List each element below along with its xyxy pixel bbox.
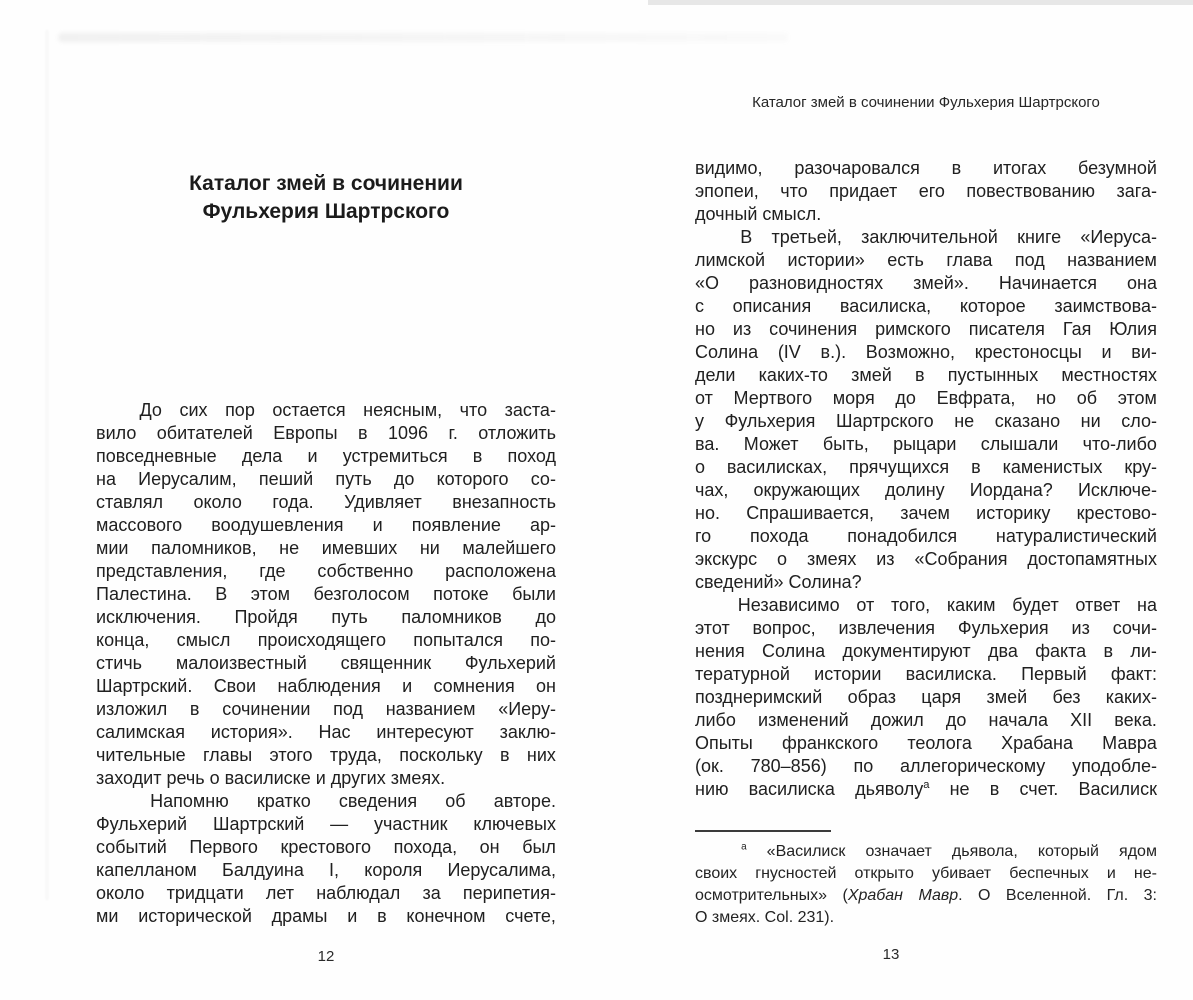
text-line: лимской истории» есть глава под названием [695,250,1157,270]
text-line: от Мертвого моря до Евфрата, но об этом [695,388,1157,408]
text-line: позднеримский образ царя змей без каких- [695,687,1157,707]
text-line: Независимо от того, каким будет ответ на [695,595,1157,618]
paragraph [695,158,1157,227]
text-line: стичь малоизвестный священник Фульхерий [96,653,556,673]
text-line: либо изменений дожил до начала XII века. [695,710,1157,730]
scan-artifact-left-page-edge [46,30,48,900]
text-line: с описания василиска, которое заимствова- [695,296,1157,316]
paragraph [695,595,1157,802]
text-line: ва. Может быть, рыцари слышали что-либо [695,434,1157,454]
paragraph-indent [96,791,122,814]
text-line: Фульхерий Шартрский — участник ключевых [96,814,556,834]
text-line: видимо, разочаровался в итогах безумной [695,158,1157,178]
text-line: событий Первого крестового похода, он был [96,837,556,857]
chapter-heading-line1: Каталог змей в сочинении [189,172,463,195]
text-line: на Иерусалим, пеший путь до которого со- [96,469,556,489]
paragraph-indent [96,400,122,423]
text-line: этот вопрос, извлечения Фульхерия из сочи- [695,618,1157,638]
text-line: Опыты франкского теолога Храбана Мавра [695,733,1157,753]
text-line: Шартрский. Свои наблюдения и сомнения он [96,676,556,696]
chapter-heading [96,170,556,226]
text-line: у Фульхерия Шартрского не сказано ни сло- [695,411,1157,431]
paragraph [695,843,1157,931]
text-line: До сих пор остается неясным, что заста- [96,400,556,423]
running-header: Каталог змей в сочинении Фульхерия Шартрского [752,94,1100,111]
text-line: но из сочинения римского писателя Гая Юлия [695,319,1157,339]
paragraph-indent [695,843,721,865]
paragraph [96,791,556,929]
page-number-right: 13 [882,946,900,963]
text-line: го похода понадобился натуралистический [695,526,1157,546]
text-line: чительные главы этого труда, поскольку в них [96,745,556,765]
text-line: О змеях. Col. 231). [695,909,835,926]
left-page-body-text [96,400,556,929]
text-line: чах, окружающих долину Иордана? Исключе- [695,480,1157,500]
text-line: заходит речь о василиске и других змеях. [96,768,446,788]
text-line: вило обитателей Европы в 1096 г. отложить [96,423,556,443]
footnote-separator-rule [695,830,831,832]
right-page-body-text [695,158,1157,802]
text-line: Палестина. В этом безголосом потоке были [96,584,556,604]
scan-artifact-page-edge-shadow [58,33,788,42]
text-line: дели каких-то змей в пустынных местностях [695,365,1157,385]
text-line: Солина (IV в.). Возможно, крестоносцы и ви- [695,342,1157,362]
paragraph [96,400,556,791]
paragraph-indent [695,227,721,250]
text-line: о василисках, прячущихся в каменистых кру- [695,457,1157,477]
text-line: изложил в сочинении под названием «Иеру- [96,699,556,719]
text-line: ставлял около года. Удивляет внезапность [96,492,556,512]
text-line: экскурс о змеях из «Собрания достопамятных [695,549,1157,569]
text-line: осмотрительных» (Храбан Мавр. О Вселенной. Гл. 3: [695,887,1157,904]
text-line: массового воодушевления и появление ар- [96,515,556,535]
text-line: нию василиска дьяволу$^а$ не в счет. Василиск [695,779,1157,799]
text-line: салимская история». Нас интересуют заклю- [96,722,556,742]
footnote [695,843,1157,931]
text-line: капелланом Балдуина I, короля Иерусалима, [96,860,556,880]
text-line: нения Солина документируют два факта в ли- [695,641,1157,661]
text-line: конца, смысл происходящего попытался по- [96,630,556,650]
text-line: около тридцати лет наблюдал за перипетия- [96,883,556,903]
text-line: исключения. Пройдя путь паломников до [96,607,556,627]
page-number-left: 12 [317,948,335,965]
scan-artifact-top-strip [648,0,1193,5]
text-line: ми исторической драмы и в конечном счете, [96,906,556,926]
text-line: (ок. 780–856) по аллегорическому уподобле- [695,756,1157,776]
text-line: эпопеи, что придает его повествованию зага- [695,181,1157,201]
text-line: Напомню кратко сведения об авторе. [96,791,556,814]
text-line: дочный смысл. [695,204,822,224]
text-line: мии паломников, не имевших ни малейшего [96,538,556,558]
chapter-heading-line2: Фульхерия Шартрского [202,200,450,223]
text-line: «О разновидностях змей». Начинается она [695,273,1157,293]
paragraph-indent [695,595,721,618]
text-line: повседневные дела и устремиться в поход [96,446,556,466]
text-line: $^а$ «Василиск означает дьявола, который ядом [695,843,1157,865]
paragraph [695,227,1157,595]
text-line: представления, где собственно расположена [96,561,556,581]
text-line: тературной истории василиска. Первый факт: [695,664,1157,684]
text-line: сведений» Солина? [695,572,862,592]
text-line: своих гнусностей открыто убивает беспечных и не- [695,865,1157,882]
text-line: но. Спрашивается, зачем историку крестово- [695,503,1157,523]
text-line: В третьей, заключительной книге «Иеруса- [695,227,1157,250]
